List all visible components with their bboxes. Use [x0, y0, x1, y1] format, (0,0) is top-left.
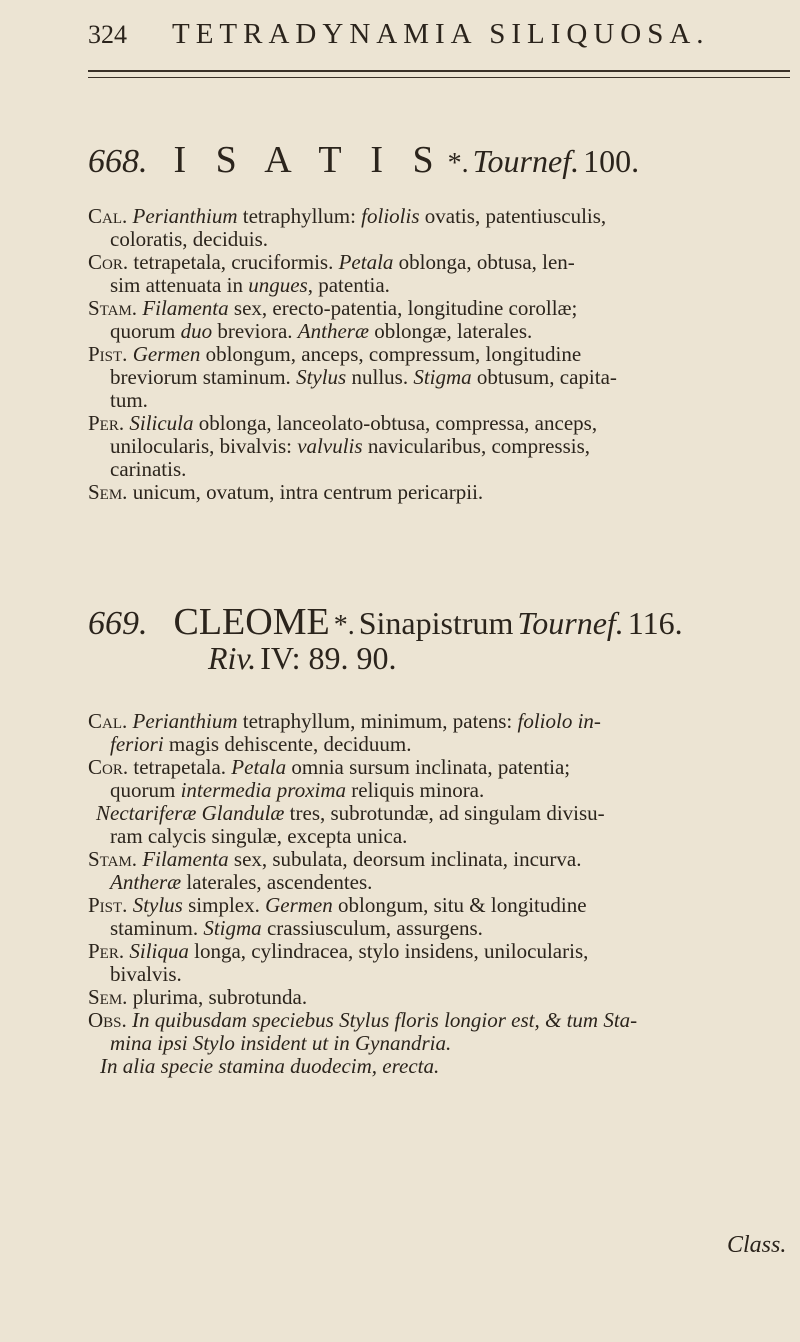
text: mina ipsi Stylo insident ut in Gynandria.: [110, 1031, 452, 1055]
term: Petala: [231, 755, 287, 779]
text: crassiusculum, assurgens.: [266, 916, 483, 940]
text-line: coloratis, deciduis.: [110, 227, 269, 251]
seed-line: [88, 481, 790, 504]
text: staminum.: [110, 916, 199, 940]
term: duo: [180, 319, 213, 343]
part-label: Per.: [88, 939, 125, 963]
text: obtusum, capita-: [476, 365, 617, 389]
term: Stylus: [296, 365, 347, 389]
text: navicularibus, compressis,: [367, 434, 591, 458]
text: nullus.: [351, 365, 409, 389]
text-line: [88, 917, 790, 940]
text: In quibusdam speciebus Stylus floris longior est,: [132, 1008, 540, 1032]
text: unilocularis, bivalvis:: [110, 434, 292, 458]
text-line: [88, 320, 790, 343]
part-label: Cor.: [88, 755, 129, 779]
pistil-line: [88, 894, 790, 917]
part-label: Obs.: [88, 1008, 127, 1032]
part-label: Sem.: [88, 480, 128, 504]
text: breviorum staminum.: [110, 365, 291, 389]
term: Stylus: [132, 893, 183, 917]
text: omnia sursum inclinata, patentia;: [291, 755, 571, 779]
genus-heading-isatis: [88, 138, 639, 182]
text: simplex.: [188, 893, 260, 917]
text: oblonga, obtusa, len-: [398, 250, 575, 274]
calyx-line: [88, 710, 790, 733]
part-label: Stam.: [88, 847, 138, 871]
text-line: carinatis.: [110, 457, 187, 481]
observation-line: [88, 1009, 790, 1032]
text-line: bivalvis.: [110, 962, 182, 986]
genus-number: 669.: [88, 605, 148, 642]
part-label: Cor.: [88, 250, 129, 274]
term: Perianthium: [132, 204, 238, 228]
text: oblonga, lanceolato-obtusa, compressa, anceps,: [198, 411, 598, 435]
page-number: 324: [88, 20, 127, 49]
genus-name: CLEOME: [173, 601, 330, 643]
corolla-line: [88, 251, 790, 274]
cleome-description: [88, 710, 790, 1078]
part-label: Cal.: [88, 709, 128, 733]
text-line: [88, 366, 790, 389]
text: magis dehiscente, deciduum.: [168, 732, 412, 756]
term: Filamenta: [142, 847, 229, 871]
part-label: Per.: [88, 411, 125, 435]
rivinus-reference: [208, 640, 397, 677]
header-rule: [88, 70, 790, 78]
genus-name: I S A T I S: [173, 139, 444, 181]
text: sex, erecto-patentia, longitudine corollæ;: [233, 296, 578, 320]
part-label: Cal.: [88, 204, 128, 228]
term: Germen: [265, 893, 333, 917]
running-head: [88, 18, 788, 58]
nectary-line: [88, 802, 790, 825]
term: Germen: [132, 342, 201, 366]
text: oblongum, situ & longitudine: [338, 893, 587, 917]
genus-heading-cleome: [88, 600, 683, 644]
text: oblongæ, laterales.: [374, 319, 533, 343]
term: valvulis: [297, 434, 363, 458]
term: Nectariferæ Glandulæ: [96, 801, 285, 825]
text: breviora.: [217, 319, 293, 343]
text: tres, subrotundæ, ad singulam divisu-: [289, 801, 605, 825]
term: Petala: [338, 250, 394, 274]
text-line: [88, 1055, 790, 1078]
seed-line: [88, 986, 790, 1009]
pistil-line: [88, 343, 790, 366]
reference-pages: IV: 89. 90.: [260, 640, 397, 676]
calyx-line: [88, 205, 790, 228]
text: In alia specie stamina duodecim, erecta.: [100, 1054, 440, 1078]
text: quorum: [110, 319, 176, 343]
text-line: [88, 274, 790, 297]
term: Filamenta: [142, 296, 229, 320]
text-line: [88, 733, 790, 756]
author-citation: Tournef.: [472, 143, 580, 179]
term: foliolo in-: [517, 709, 601, 733]
term: ungues: [248, 273, 308, 297]
text: reliquis minora.: [351, 778, 485, 802]
text: & tum Sta-: [545, 1008, 638, 1032]
term: Antheræ: [110, 870, 182, 894]
term: Siliqua: [129, 939, 189, 963]
text-line: ram calycis singulæ, excepta unica.: [110, 824, 408, 848]
author-page: 100.: [583, 143, 640, 179]
synonym: Sinapistrum: [358, 605, 514, 641]
text-line: [88, 1032, 790, 1055]
corolla-line: [88, 756, 790, 779]
text: oblongum, anceps, compressum, longitudine: [205, 342, 582, 366]
text: laterales, ascendentes.: [186, 870, 373, 894]
author-page: 116.: [627, 605, 683, 641]
part-label: Pist.: [88, 893, 128, 917]
part-label: Sem.: [88, 985, 128, 1009]
text: plurima, subrotunda.: [132, 985, 308, 1009]
part-label: Stam.: [88, 296, 138, 320]
running-title: TETRADYNAMIA SILIQUOSA.: [172, 18, 710, 50]
term: Stigma: [203, 916, 262, 940]
term: intermedia proxima: [180, 778, 347, 802]
text: , patentia.: [307, 273, 390, 297]
text-line: [88, 871, 790, 894]
text: sim attenuata in: [110, 273, 243, 297]
text: unicum, ovatum, intra centrum pericarpii.: [132, 480, 484, 504]
text: quorum: [110, 778, 176, 802]
asterisk-mark: *.: [447, 148, 469, 179]
term: foliolis: [361, 204, 420, 228]
part-label: Pist.: [88, 342, 128, 366]
text-line: [88, 435, 790, 458]
text-line: tum.: [110, 388, 148, 412]
term: Perianthium: [132, 709, 238, 733]
text: tetrapetala.: [133, 755, 227, 779]
term: Silicula: [129, 411, 194, 435]
author-citation: Tournef.: [517, 605, 624, 641]
text: ovatis, patentiusculis,: [424, 204, 607, 228]
text-line: [88, 779, 790, 802]
catchword: Class.: [727, 1232, 787, 1258]
text: longa, cylindracea, stylo insidens, unilocularis,: [194, 939, 589, 963]
author-citation: Riv.: [208, 640, 257, 676]
genus-number: 668.: [88, 143, 148, 180]
stamen-line: [88, 848, 790, 871]
text: tetraphyllum:: [242, 204, 356, 228]
term: Antheræ: [297, 319, 369, 343]
asterisk-mark: *.: [333, 610, 355, 641]
term: feriori: [110, 732, 164, 756]
term: Stigma: [413, 365, 472, 389]
pericarp-line: [88, 940, 790, 963]
text: tetraphyllum, minimum, patens:: [242, 709, 513, 733]
text: sex, subulata, deorsum inclinata, incurva.: [233, 847, 582, 871]
stamen-line: [88, 297, 790, 320]
pericarp-line: [88, 412, 790, 435]
isatis-description: [88, 205, 790, 504]
text: tetrapetala, cruciformis.: [133, 250, 334, 274]
